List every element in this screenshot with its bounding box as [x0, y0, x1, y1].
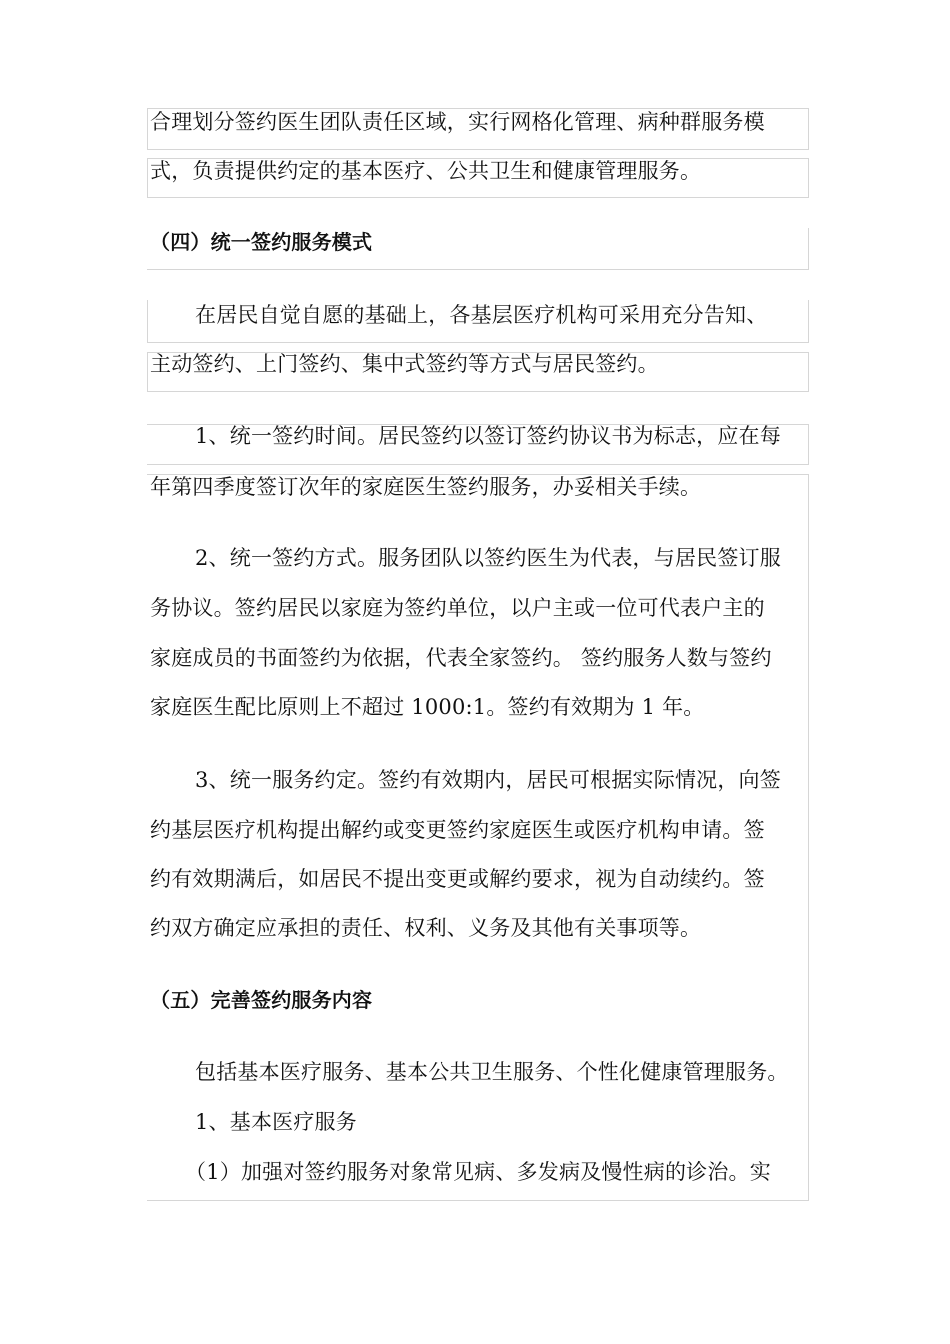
paragraph-line: 主动签约、上门签约、集中式签约等方式与居民签约。 — [150, 352, 659, 376]
paragraph-line: 包括基本医疗服务、基本公共卫生服务、个性化健康管理服务。 — [195, 1060, 789, 1084]
paragraph-line: （1）加强对签约服务对象常见病、多发病及慢性病的诊治。实 — [185, 1160, 771, 1184]
frame-line — [147, 1200, 809, 1201]
paragraph-line: 约双方确定应承担的责任、权利、义务及其他有关事项等。 — [150, 916, 702, 940]
section-heading-5: （五）完善签约服务内容 — [150, 988, 373, 1012]
paragraph-line: 合理划分签约医生团队责任区域，实行网格化管理、病种群服务模 — [150, 110, 765, 134]
section-heading-4: （四）统一签约服务模式 — [150, 230, 373, 254]
frame-line — [808, 424, 809, 464]
paragraph-line: 式，负责提供约定的基本医疗、公共卫生和健康管理服务。 — [150, 159, 702, 183]
frame-line — [147, 464, 809, 465]
paragraph-line: 约有效期满后，如居民不提出变更或解约要求，视为自动续约。签 — [150, 867, 765, 891]
frame-line — [147, 342, 809, 343]
frame-line — [147, 300, 148, 342]
paragraph-line: 家庭医生配比原则上不超过 1000:1。签约有效期为 1 年。 — [150, 695, 705, 719]
paragraph-line: 3、统一服务约定。签约有效期内，居民可根据实际情况，向签 — [195, 768, 781, 792]
paragraph-line: 1、基本医疗服务 — [195, 1110, 357, 1134]
frame-line — [808, 474, 809, 1200]
paragraph-line: 在居民自觉自愿的基础上，各基层医疗机构可采用充分告知、 — [195, 303, 768, 327]
paragraph-line: 务协议。签约居民以家庭为签约单位，以户主或一位可代表户主的 — [150, 596, 765, 620]
paragraph-line: 2、统一签约方式。服务团队以签约医生为代表，与居民签订服 — [195, 546, 781, 570]
paragraph-line: 家庭成员的书面签约为依据，代表全家签约。 签约服务人数与签约 — [150, 646, 772, 670]
paragraph-line: 约基层医疗机构提出解约或变更签约家庭医生或医疗机构申请。签 — [150, 818, 765, 842]
paragraph-line: 年第四季度签订次年的家庭医生签约服务，办妥相关手续。 — [150, 475, 702, 499]
frame-line — [808, 300, 809, 342]
paragraph-line: 1、统一签约时间。居民签约以签订签约协议书为标志，应在每 — [195, 424, 781, 448]
